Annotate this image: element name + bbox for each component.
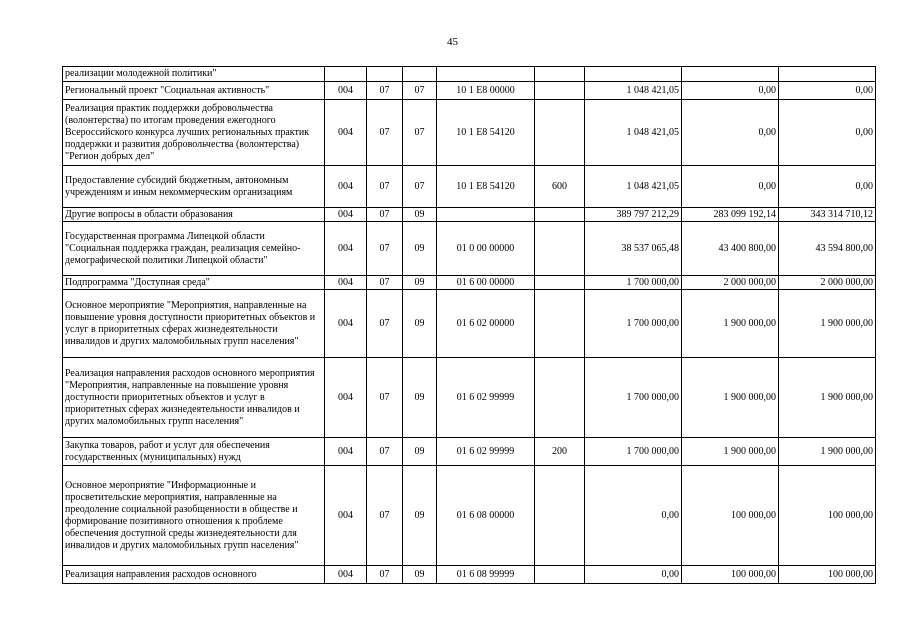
item-name-cell: Подпрограмма "Доступная среда" bbox=[63, 276, 325, 290]
amount-year1-cell: 1 048 421,05 bbox=[585, 166, 682, 208]
page-number: 45 bbox=[447, 36, 458, 48]
section-code-cell: 07 bbox=[367, 438, 403, 466]
ministry-code-cell: 004 bbox=[325, 82, 367, 100]
target-article-cell: 01 6 08 99999 bbox=[437, 566, 535, 584]
item-name-cell: Основное мероприятие "Мероприятия, направленные на повышение уровня доступности приоритетных объектов и услуг в приоритетных сферах жизнедеятельности инвалидов и других маломобильных групп населения" bbox=[63, 290, 325, 358]
budget-table bbox=[62, 66, 876, 584]
amount-year3-cell bbox=[779, 67, 876, 82]
expense-type-cell bbox=[535, 100, 585, 166]
table-row bbox=[63, 276, 876, 290]
subsection-code-cell: 07 bbox=[403, 82, 437, 100]
item-name-cell: Государственная программа Липецкой области "Социальная поддержка граждан, реализация семейно-демографической политики Липецкой области" bbox=[63, 222, 325, 276]
amount-year1-cell: 1 048 421,05 bbox=[585, 100, 682, 166]
target-article-cell: 01 6 02 99999 bbox=[437, 358, 535, 438]
ministry-code-cell: 004 bbox=[325, 438, 367, 466]
subsection-code-cell: 07 bbox=[403, 100, 437, 166]
amount-year1-cell: 0,00 bbox=[585, 466, 682, 566]
amount-year2-cell: 1 900 000,00 bbox=[682, 438, 779, 466]
target-article-cell: 01 6 00 00000 bbox=[437, 276, 535, 290]
amount-year3-cell: 2 000 000,00 bbox=[779, 276, 876, 290]
expense-type-cell bbox=[535, 222, 585, 276]
ministry-code-cell: 004 bbox=[325, 358, 367, 438]
ministry-code-cell: 004 bbox=[325, 222, 367, 276]
expense-type-cell bbox=[535, 67, 585, 82]
section-code-cell: 07 bbox=[367, 166, 403, 208]
subsection-code-cell: 09 bbox=[403, 276, 437, 290]
item-name-cell: Реализация направления расходов основного bbox=[63, 566, 325, 584]
section-code-cell: 07 bbox=[367, 208, 403, 222]
item-name-cell: Реализация практик поддержки добровольчества (волонтерства) по итогам проведения ежегодного Всероссийского конкурса лучших региональных практик поддержки и развития добровольчества (волонтерства) "Регион добрых дел" bbox=[63, 100, 325, 166]
amount-year3-cell: 0,00 bbox=[779, 82, 876, 100]
section-code-cell: 07 bbox=[367, 100, 403, 166]
amount-year2-cell: 1 900 000,00 bbox=[682, 290, 779, 358]
table-row bbox=[63, 438, 876, 466]
subsection-code-cell: 09 bbox=[403, 358, 437, 438]
amount-year3-cell: 43 594 800,00 bbox=[779, 222, 876, 276]
table-row bbox=[63, 222, 876, 276]
target-article-cell: 10 1 E8 54120 bbox=[437, 166, 535, 208]
amount-year2-cell: 2 000 000,00 bbox=[682, 276, 779, 290]
ministry-code-cell: 004 bbox=[325, 208, 367, 222]
amount-year3-cell: 0,00 bbox=[779, 100, 876, 166]
ministry-code-cell: 004 bbox=[325, 290, 367, 358]
item-name-cell: Основное мероприятие "Информационные и просветительские мероприятия, направленные на преодоление социальной разобщенности в обществе и формирование позитивного отношения к проблеме обеспечения доступной среды жизнедеятельности для инвалидов и других маломобильных групп населения" bbox=[63, 466, 325, 566]
section-code-cell: 07 bbox=[367, 82, 403, 100]
expense-type-cell bbox=[535, 290, 585, 358]
expense-type-cell bbox=[535, 566, 585, 584]
section-code-cell: 07 bbox=[367, 466, 403, 566]
ministry-code-cell: 004 bbox=[325, 100, 367, 166]
amount-year3-cell: 1 900 000,00 bbox=[779, 438, 876, 466]
item-name-cell: Предоставление субсидий бюджетным, автономным учреждениям и иным некоммерческим организациям bbox=[63, 166, 325, 208]
item-name-cell: реализации молодежной политики" bbox=[63, 67, 325, 82]
section-code-cell: 07 bbox=[367, 222, 403, 276]
table-row bbox=[63, 290, 876, 358]
amount-year1-cell: 38 537 065,48 bbox=[585, 222, 682, 276]
amount-year2-cell: 283 099 192,14 bbox=[682, 208, 779, 222]
table-row bbox=[63, 358, 876, 438]
amount-year3-cell: 343 314 710,12 bbox=[779, 208, 876, 222]
target-article-cell: 01 6 02 00000 bbox=[437, 290, 535, 358]
amount-year1-cell: 389 797 212,29 bbox=[585, 208, 682, 222]
amount-year3-cell: 1 900 000,00 bbox=[779, 290, 876, 358]
amount-year2-cell: 0,00 bbox=[682, 82, 779, 100]
expense-type-cell: 200 bbox=[535, 438, 585, 466]
target-article-cell: 01 6 08 00000 bbox=[437, 466, 535, 566]
table-row bbox=[63, 566, 876, 584]
expense-type-cell bbox=[535, 276, 585, 290]
section-code-cell: 07 bbox=[367, 276, 403, 290]
item-name-cell: Другие вопросы в области образования bbox=[63, 208, 325, 222]
subsection-code-cell: 09 bbox=[403, 290, 437, 358]
amount-year2-cell: 0,00 bbox=[682, 100, 779, 166]
item-name-cell: Реализация направления расходов основного мероприятия "Мероприятия, направленные на повышение уровня доступности приоритетных объектов и услуг в приоритетных сферах жизнедеятельности инвалидов и других маломобильных групп населения" bbox=[63, 358, 325, 438]
ministry-code-cell: 004 bbox=[325, 276, 367, 290]
target-article-cell bbox=[437, 208, 535, 222]
subsection-code-cell: 07 bbox=[403, 166, 437, 208]
expense-type-cell bbox=[535, 358, 585, 438]
target-article-cell: 01 0 00 00000 bbox=[437, 222, 535, 276]
section-code-cell: 07 bbox=[367, 566, 403, 584]
table-row bbox=[63, 166, 876, 208]
table-row bbox=[63, 466, 876, 566]
table-row bbox=[63, 208, 876, 222]
amount-year3-cell: 100 000,00 bbox=[779, 566, 876, 584]
table-row bbox=[63, 100, 876, 166]
amount-year2-cell bbox=[682, 67, 779, 82]
section-code-cell: 07 bbox=[367, 358, 403, 438]
subsection-code-cell: 09 bbox=[403, 208, 437, 222]
expense-type-cell: 600 bbox=[535, 166, 585, 208]
amount-year1-cell bbox=[585, 67, 682, 82]
section-code-cell: 07 bbox=[367, 290, 403, 358]
expense-type-cell bbox=[535, 82, 585, 100]
amount-year1-cell: 1 700 000,00 bbox=[585, 276, 682, 290]
subsection-code-cell: 09 bbox=[403, 566, 437, 584]
subsection-code-cell: 09 bbox=[403, 222, 437, 276]
amount-year1-cell: 1 048 421,05 bbox=[585, 82, 682, 100]
amount-year1-cell: 0,00 bbox=[585, 566, 682, 584]
amount-year1-cell: 1 700 000,00 bbox=[585, 438, 682, 466]
amount-year2-cell: 1 900 000,00 bbox=[682, 358, 779, 438]
amount-year3-cell: 1 900 000,00 bbox=[779, 358, 876, 438]
table-row bbox=[63, 82, 876, 100]
ministry-code-cell: 004 bbox=[325, 166, 367, 208]
target-article-cell: 01 6 02 99999 bbox=[437, 438, 535, 466]
amount-year3-cell: 0,00 bbox=[779, 166, 876, 208]
target-article-cell: 10 1 E8 54120 bbox=[437, 100, 535, 166]
section-code-cell bbox=[367, 67, 403, 82]
amount-year1-cell: 1 700 000,00 bbox=[585, 290, 682, 358]
subsection-code-cell: 09 bbox=[403, 438, 437, 466]
subsection-code-cell: 09 bbox=[403, 466, 437, 566]
expense-type-cell bbox=[535, 466, 585, 566]
amount-year2-cell: 43 400 800,00 bbox=[682, 222, 779, 276]
table-row bbox=[63, 67, 876, 82]
amount-year2-cell: 100 000,00 bbox=[682, 566, 779, 584]
expense-type-cell bbox=[535, 208, 585, 222]
item-name-cell: Закупка товаров, работ и услуг для обеспечения государственных (муниципальных) нужд bbox=[63, 438, 325, 466]
ministry-code-cell bbox=[325, 67, 367, 82]
item-name-cell: Региональный проект "Социальная активность" bbox=[63, 82, 325, 100]
subsection-code-cell bbox=[403, 67, 437, 82]
amount-year2-cell: 0,00 bbox=[682, 166, 779, 208]
amount-year2-cell: 100 000,00 bbox=[682, 466, 779, 566]
ministry-code-cell: 004 bbox=[325, 466, 367, 566]
ministry-code-cell: 004 bbox=[325, 566, 367, 584]
target-article-cell bbox=[437, 67, 535, 82]
target-article-cell: 10 1 E8 00000 bbox=[437, 82, 535, 100]
amount-year3-cell: 100 000,00 bbox=[779, 466, 876, 566]
amount-year1-cell: 1 700 000,00 bbox=[585, 358, 682, 438]
